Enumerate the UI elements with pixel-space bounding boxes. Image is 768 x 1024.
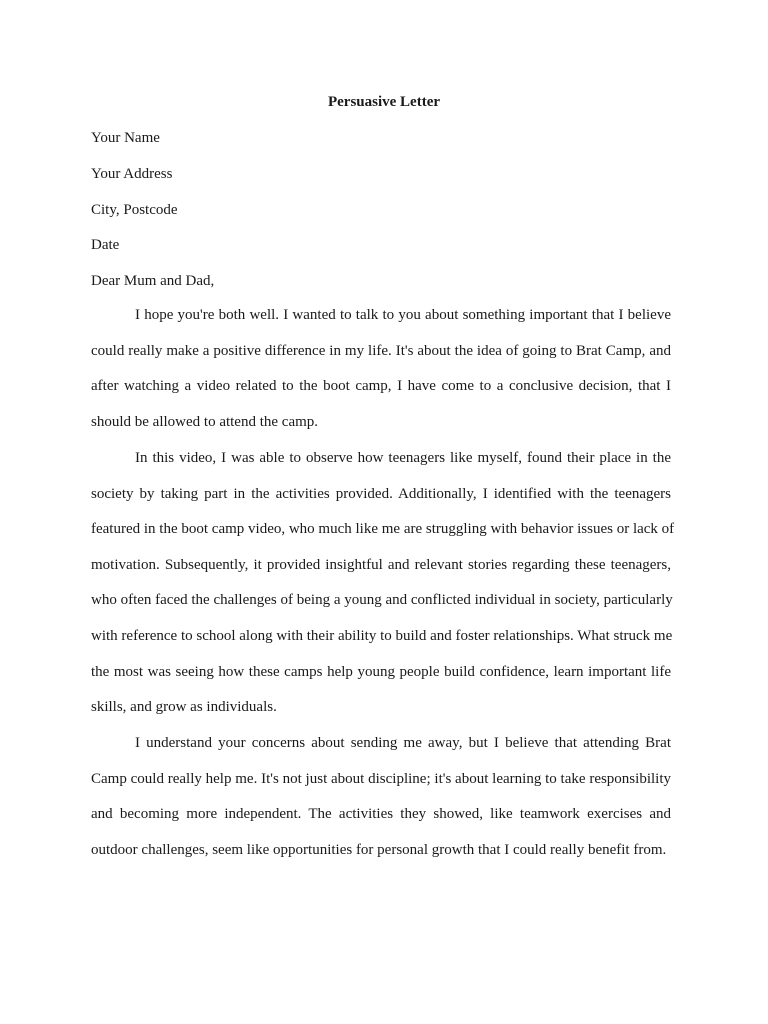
paragraph-line: who often faced the challenges of being a young and conflicted individual in society, particularly [91, 592, 673, 609]
paragraph-2 [91, 441, 675, 726]
paragraph-line: Camp could really help me. It's not just about discipline; it's about learning to take responsibility [91, 770, 671, 787]
paragraph-3 [91, 726, 671, 868]
paragraph-line: skills, and grow as individuals. [91, 699, 277, 716]
sender-name: Your Name [91, 130, 160, 146]
paragraph-line: In this video, I was able to observe how teenagers like myself, found their place in the [135, 450, 671, 466]
paragraph-line: with reference to school along with their ability to build and foster relationships. What struck me [91, 627, 673, 644]
paragraph-line: should be allowed to attend the camp. [91, 413, 319, 430]
paragraph-line: I understand your concerns about sending me away, but I believe that attending Brat [135, 735, 671, 751]
sender-city-postcode: City, Postcode [91, 202, 178, 218]
paragraph-1 [91, 298, 671, 440]
paragraph-line: society by taking part in the activities provided. Additionally, I identified with the teenagers [91, 485, 671, 502]
document-title: Persuasive Letter [327, 94, 441, 110]
sender-address: Your Address [91, 166, 173, 182]
paragraph-line: outdoor challenges, seem like opportunities for personal growth that I could really benefit from. [91, 841, 667, 858]
paragraph-line: after watching a video related to the boot camp, I have come to a conclusive decision, that I [91, 378, 671, 395]
letter-date: Date [91, 237, 120, 253]
paragraph-line: I hope you're both well. I wanted to talk to you about something important that I believe [135, 307, 671, 323]
salutation: Dear Mum and Dad, [91, 273, 215, 289]
paragraph-line: motivation. Subsequently, it provided insightful and relevant stories regarding these teenagers, [91, 556, 671, 573]
paragraph-line: featured in the boot camp video, who much like me are struggling with behavior issues or lack of [91, 521, 675, 538]
paragraph-line: and becoming more independent. The activities they showed, like teamwork exercises and [91, 806, 671, 823]
paragraph-line: could really make a positive difference in my life. It's about the idea of going to Brat Camp, and [91, 342, 671, 359]
paragraph-line: the most was seeing how these camps help young people build confidence, learn important life [91, 663, 671, 680]
